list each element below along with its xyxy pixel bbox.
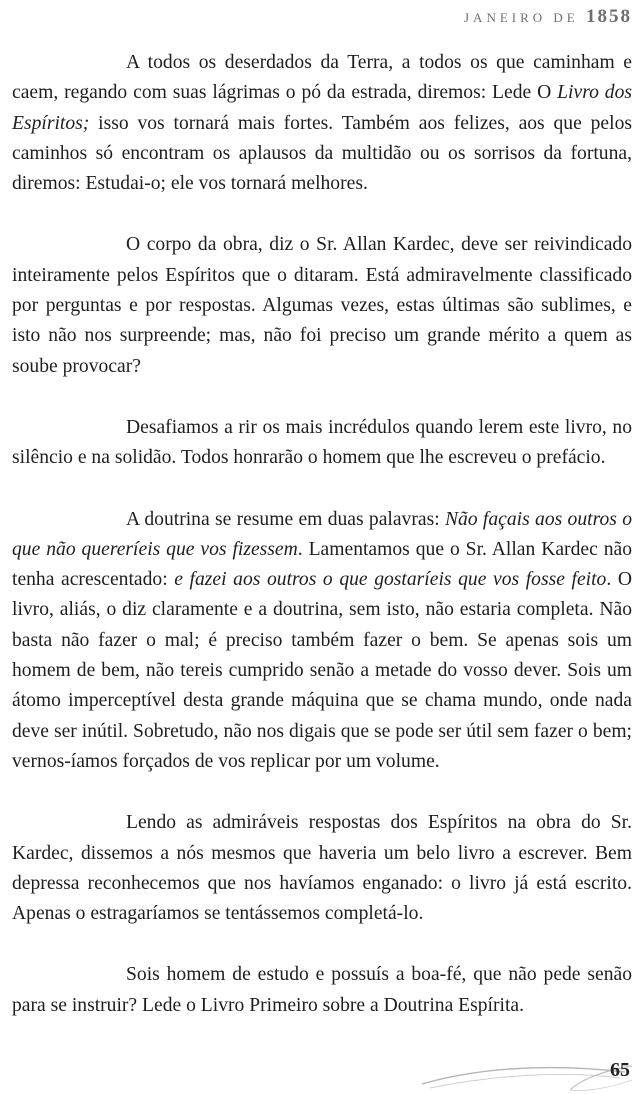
- body-paragraph: [12, 48, 632, 199]
- body-paragraph: [12, 960, 632, 1021]
- text-run: . Lamentamos que o Sr. Allan Kardec não tenha acrescentado:: [12, 538, 632, 591]
- text-run: Lendo as admiráveis respostas dos Espíritos na obra do Sr. Kardec, dissemos a nós mesmos que haveria um belo livro a escrever. Bem depressa reconhecemos que nos havíamos enganado: o livro já está escrito. Apenas o estragaríamos se tentássemos completá-lo.: [12, 812, 632, 925]
- body-paragraph: [12, 413, 632, 474]
- text-run: A doutrina se resume em duas palavras:: [126, 508, 445, 530]
- body-paragraph: [12, 230, 632, 381]
- text-run: isso vos tornará mais fortes. Também aos felizes, aos que pelos caminhos só encontram os aplausos da multidão ou os sorrisos da fortuna, diremos: Estudai-o; ele vos tornará melhores.: [12, 112, 632, 195]
- running-header: [464, 6, 632, 28]
- italic-text-run: e fazei aos outros o que gostaríeis que vos fosse feito: [174, 569, 607, 591]
- text-run: Desafiamos a rir os mais incrédulos quando lerem este livro, no silêncio e na solidão. Todos honrarão o homem que lhe escreveu o prefácio.: [12, 416, 632, 469]
- text-run: . O livro, aliás, o diz claramente e a doutrina, sem isto, não estaria completa. Não basta não fazer o mal; é preciso também fazer o bem. Se apenas sois um homem de bem, não tereis cumprido senão a metade do vosso dever. Sois um átomo imperceptível desta grande máquina que se chama mundo, onde nada deve ser inútil. Sobretudo, não nos digais que se pode ser útil sem fazer o bem; vernos-íamos forçados de vos replicar por um volume.: [12, 569, 632, 772]
- header-year: 1858: [586, 6, 632, 27]
- text-run: O corpo da obra, diz o Sr. Allan Kardec, deve ser reivindicado inteiramente pelos Espíritos que o ditaram. Está admiravelmente classificado por perguntas e por respostas. Algumas vezes, estas últimas são sublimes, e isto não nos surpreende; mas, não foi preciso um grande mérito a quem as soube provocar?: [12, 234, 632, 377]
- running-title: JANEIRO DE: [464, 10, 579, 25]
- page-body: [12, 48, 632, 1021]
- italic-text-run: Livro dos Espíritos;: [12, 82, 633, 134]
- text-run: A todos os deserdados da Terra, a todos os que caminham e caem, regando com suas lágrimas o pó da estrada, diremos: Lede O: [12, 52, 632, 104]
- page-number: 65: [610, 1059, 630, 1081]
- body-paragraph: [12, 808, 632, 929]
- body-paragraph: [12, 505, 632, 778]
- italic-text-run: Não façais aos outros o que não quereríeis que vos fizessem: [12, 508, 632, 560]
- text-run: Sois homem de estudo e possuís a boa-fé, que não pede senão para se instruir? Lede o Livro Primeiro sobre a Doutrina Espírita.: [12, 964, 632, 1016]
- footer-swoosh-ornament: [420, 1050, 635, 1094]
